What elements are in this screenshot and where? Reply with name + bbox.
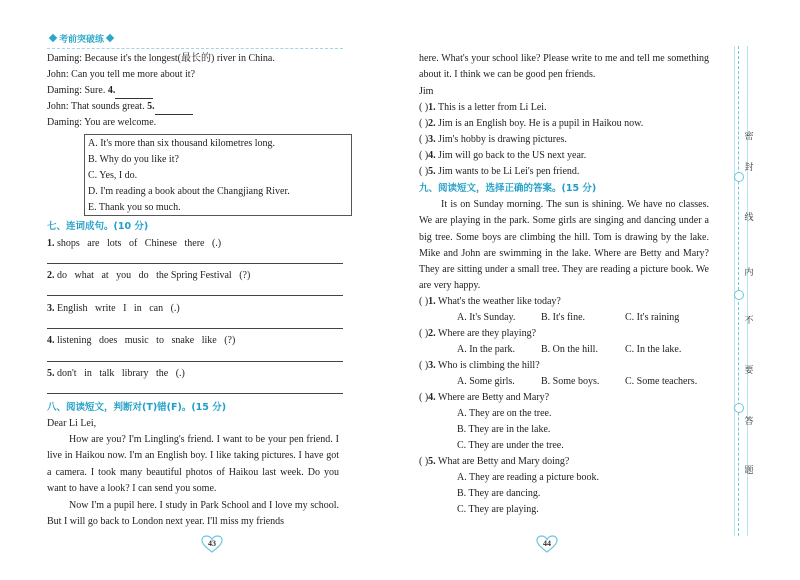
sentence-item (47, 301, 180, 317)
item-number: 4. (428, 392, 436, 403)
option-a[interactable]: A. In the park. (457, 344, 516, 355)
item-number: 3. (428, 360, 436, 371)
question-item (419, 358, 540, 374)
item-number: 4. (428, 150, 436, 161)
question-text: Where are Betty and Mary? (438, 392, 550, 403)
item-number: 5. (47, 368, 55, 379)
option-a[interactable]: A. They are reading a picture book. (457, 472, 599, 483)
scrambled-words: English write I in can (.) (57, 303, 180, 314)
answer-bracket[interactable]: ( ) (419, 296, 429, 307)
seal-char: 线 (744, 213, 754, 223)
scrambled-words: don't in talk library the (.) (57, 368, 185, 379)
item-number: 1. (47, 238, 55, 249)
diamond-icon (106, 34, 114, 42)
header-rule (47, 48, 343, 49)
option-a[interactable]: A. Some girls. (457, 376, 515, 387)
answer-bracket[interactable]: ( ) (419, 392, 429, 403)
tf-statement: Jim will go back to the US next year. (438, 150, 587, 161)
sentence-item (47, 333, 235, 349)
question-text: What are Betty and Mary doing? (438, 456, 570, 467)
page-number-badge (201, 535, 223, 553)
option-c[interactable]: C. They are under the tree. (457, 440, 564, 451)
question-item (419, 294, 561, 310)
diamond-icon (49, 34, 57, 42)
blank-number: 4. (107, 85, 116, 96)
option-b[interactable]: B. On the hill. (541, 344, 598, 355)
item-number: 3. (47, 303, 55, 314)
answer-bracket[interactable]: ( ) (419, 360, 429, 371)
seal-char: 答 (744, 417, 754, 427)
answer-bracket[interactable]: ( ) (419, 166, 429, 177)
option-b[interactable]: B. Some boys. (541, 376, 600, 387)
dialogue-line: Daming: You are welcome. (47, 117, 157, 128)
answer-bracket[interactable]: ( ) (419, 456, 429, 467)
tf-item (419, 132, 567, 148)
reading-passage: It is on Sunday morning. The sun is shining. We have no classes. We are playing in the park. Some girls are singing and dancing under a big tree. Some boys are climbing the hill. Tom is drawing by the lake. Mike and John are swimming in the lake. Where are Betty and Mary? They are sitting under a small tree. They are reading a picture book. We are very happy. (419, 199, 709, 292)
answer-line[interactable] (47, 328, 343, 329)
item-number: 1. (428, 296, 436, 307)
section-8-title: 八、阅读短文，判断对(T)错(F)。(15 分) (47, 402, 227, 413)
option-b[interactable]: B. They are dancing. (457, 488, 541, 499)
answer-line[interactable] (47, 295, 343, 296)
item-number: 2. (428, 328, 436, 339)
answer-bracket[interactable]: ( ) (419, 118, 429, 129)
answer-line[interactable] (47, 361, 343, 362)
answer-blank[interactable] (115, 87, 153, 99)
seal-char: 内 (744, 268, 754, 278)
dialogue-line: Daming: Because it's the longest(最长的) river in China. (47, 53, 275, 64)
options-box (84, 134, 352, 216)
option-c[interactable]: C. It's raining (625, 312, 680, 323)
option-a[interactable]: A. They are on the tree. (457, 408, 552, 419)
sentence-item (47, 236, 221, 252)
question-text: What's the weather like today? (438, 296, 561, 307)
page-number-badge (536, 535, 558, 553)
seal-char: 封 (744, 163, 754, 173)
option-item: A. It's more than six thousand kilometres long. (88, 138, 276, 149)
letter-greeting: Dear Li Lei, (47, 418, 97, 429)
answer-bracket[interactable]: ( ) (419, 102, 429, 113)
question-item (419, 326, 536, 342)
blank-number: 5. (147, 101, 155, 112)
dialogue-line: John: Can you tell me more about it? (47, 69, 196, 80)
question-text: Who is climbing the hill? (438, 360, 540, 371)
practice-header-tag (47, 33, 116, 47)
header-tag-label: 考前突破练 (59, 35, 105, 45)
sentence-item (47, 366, 185, 382)
section-9-title: 九、阅读短文，选择正确的答案。(15 分) (419, 183, 597, 194)
letter-continuation: here. What's your school like? Please write to me and tell me something about it. I think we can be good pen friends. (419, 53, 709, 81)
dialogue-line: Daming: Sure. 4. (47, 83, 153, 99)
right-page (419, 0, 710, 580)
answer-blank[interactable] (155, 103, 193, 115)
seal-char: 不 (744, 316, 754, 326)
question-item (419, 454, 569, 470)
tf-item (419, 164, 579, 180)
page-number: 43 (208, 539, 216, 548)
option-item: E. Thank you so much. (88, 202, 181, 213)
answer-bracket[interactable]: ( ) (419, 134, 429, 145)
option-b[interactable]: B. It's fine. (541, 312, 586, 323)
item-number: 3. (428, 134, 436, 145)
scrambled-words: shops are lots of Chinese there (.) (57, 238, 222, 249)
tf-item (419, 100, 547, 116)
item-number: 2. (428, 118, 436, 129)
option-c[interactable]: C. In the lake. (625, 344, 682, 355)
option-c[interactable]: C. They are playing. (457, 504, 539, 515)
item-number: 1. (428, 102, 436, 113)
letter-signature: Jim (419, 86, 434, 97)
binding-hole-icon (734, 403, 744, 413)
question-item (419, 390, 549, 406)
tf-statement: Jim is an English boy. He is a pupil in Haikou now. (438, 118, 644, 129)
letter-paragraph: Now I'm a pupil here. I study in Park School and I love my school. But I will go back to London next year. I'll miss my friends (47, 500, 339, 528)
left-page (47, 0, 343, 580)
scrambled-words: do what at you do the Spring Festival (?) (57, 270, 251, 281)
binding-hole-icon (734, 290, 744, 300)
seal-line-sidebar (710, 0, 800, 580)
option-item: D. I'm reading a book about the Changjiang River. (88, 186, 290, 197)
item-number: 4. (47, 335, 55, 346)
letter-paragraph: How are you? I'm Lingling's friend. I want to be your pen friend. I live in Haikou now. I'm an English boy. I like taking pictures. I have got a camera. I took many beautiful photos of Haikou last week. Do you want to have a look? I can send you some. (47, 434, 339, 494)
seal-char: 要 (744, 366, 754, 376)
dialogue-line: John: That sounds great. 5. (47, 99, 193, 115)
tf-statement: Jim's hobby is drawing pictures. (438, 134, 567, 145)
option-a[interactable]: A. It's Sunday. (457, 312, 516, 323)
answer-line[interactable] (47, 263, 343, 264)
question-text: Where are they playing? (438, 328, 537, 339)
answer-line[interactable] (47, 393, 343, 394)
tf-item (419, 116, 643, 132)
seal-char: 密 (744, 132, 754, 142)
option-c[interactable]: C. Some teachers. (625, 376, 698, 387)
answer-bracket[interactable]: ( ) (419, 150, 429, 161)
item-number: 2. (47, 270, 55, 281)
tf-item (419, 148, 586, 164)
answer-bracket[interactable]: ( ) (419, 328, 429, 339)
option-b[interactable]: B. They are in the lake. (457, 424, 551, 435)
page-number: 44 (543, 539, 551, 548)
option-item: C. Yes, I do. (88, 170, 138, 181)
option-item: B. Why do you like it? (88, 154, 179, 165)
item-number: 5. (428, 456, 436, 467)
item-number: 5. (428, 166, 436, 177)
sentence-item (47, 268, 250, 284)
scrambled-words: listening does music to snake like (?) (57, 335, 236, 346)
tf-statement: Jim wants to be Li Lei's pen friend. (438, 166, 580, 177)
tf-statement: This is a letter from Li Lei. (438, 102, 547, 113)
seal-char: 题 (744, 466, 754, 476)
section-7-title: 七、连词成句。(10 分) (47, 221, 149, 232)
